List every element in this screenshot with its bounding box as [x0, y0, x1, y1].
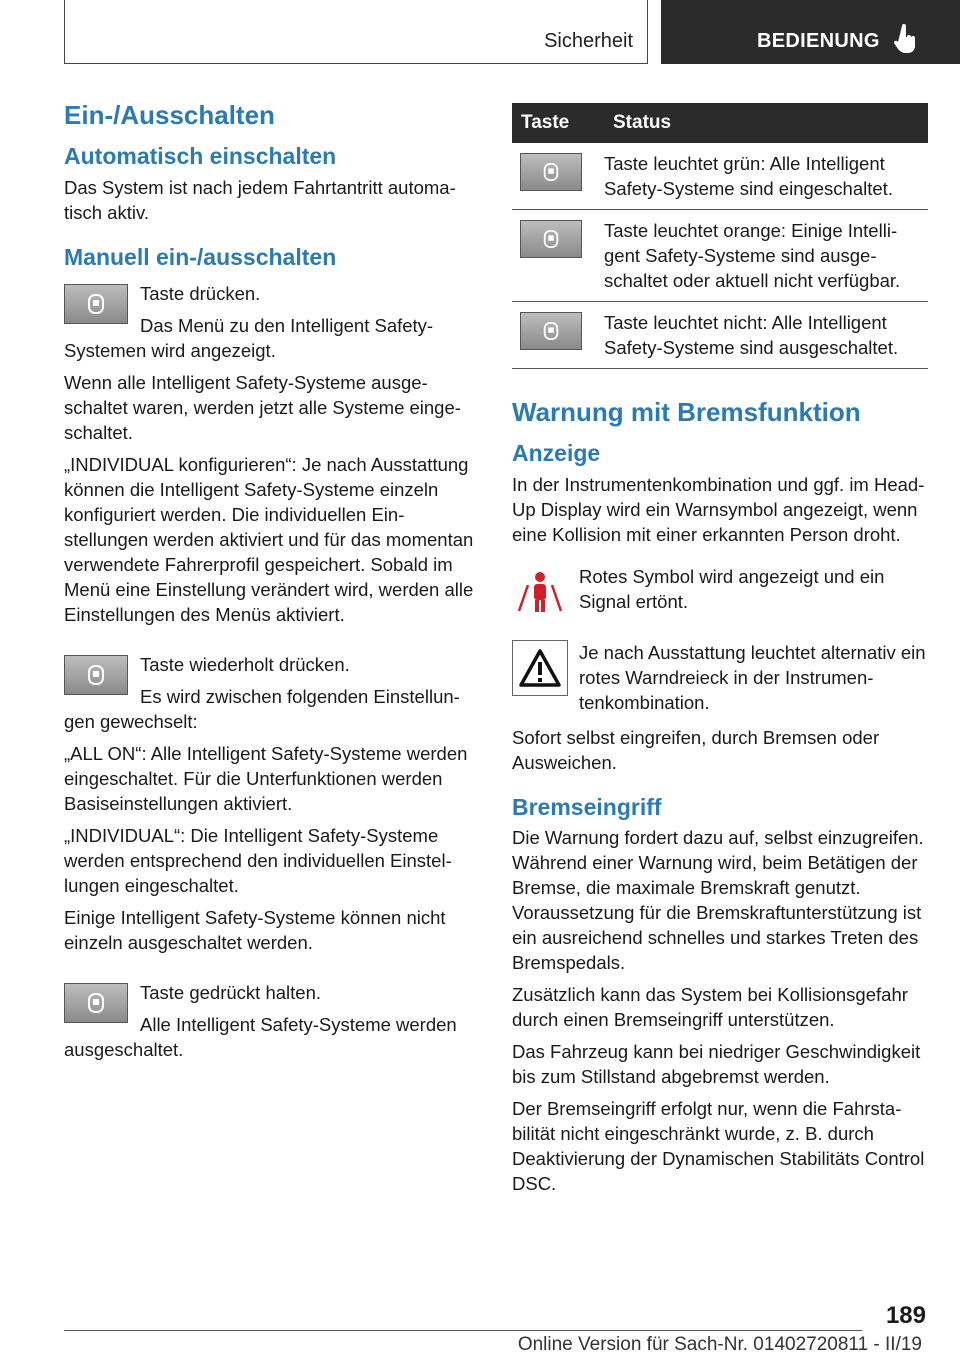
- paragraph-brems-1: Die Warnung fordert dazu auf, selbst einzugreifen. Während einer Warnung wird, beim Betätigen der Bremse, die maximale Bremskraft genutzt. Voraussetzung für die Bremskraftunterstützung ist ein ausreichend schnelles und starkes Treten des Bremspedals.: [512, 827, 924, 974]
- button-instruction-hold: [64, 974, 476, 1062]
- paragraph-4: „INDIVIDUAL“: Die Intelligent Safety-Systeme werden entsprechend den individuellen Einstellungen eingeschaltet.: [64, 825, 452, 897]
- header-section-tab: [64, 0, 648, 64]
- paragraph-brems-2: Zusätzlich kann das System bei Kollisionsgefahr durch einen Bremseingriff unterstützen.: [512, 984, 908, 1031]
- hold-desc: Alle Intelligent Safety-Systeme werden ausgeschaltet.: [64, 1014, 457, 1061]
- table-cell-status: Taste leuchtet orange: Einige Intelligent Safety-Systeme sind ausgeschaltet oder aktuell nicht verfügbar.: [604, 210, 928, 302]
- section-title: Ein-/Ausschalten: [64, 100, 275, 130]
- brems-heading: Bremseingriff: [512, 793, 662, 820]
- paragraph-act: Sofort selbst eingreifen, durch Bremsen oder Ausweichen.: [512, 726, 880, 773]
- hold-text: Taste gedrückt halten.: [140, 982, 321, 1004]
- table-row: [512, 143, 928, 210]
- pointing-hand-icon: [893, 24, 919, 54]
- pedestrian-warning: [512, 564, 928, 630]
- page-number: 189: [885, 1302, 926, 1329]
- status-table: [512, 103, 928, 369]
- table-cell-status: Taste leuchtet nicht: Alle Intelligent Safety-Systeme sind ausgeschaltet.: [604, 302, 928, 369]
- triangle-warning-text: Je nach Ausstattung leuchtet alternativ ein rotes Warndreieck in der Instrumentenkombination.: [579, 641, 926, 713]
- repeat-text: Taste wiederholt drücken.: [140, 654, 350, 676]
- paragraph-5: Einige Intelligent Safety-Systeme können nicht einzeln ausgeschaltet werden.: [64, 907, 446, 954]
- anzeige-text: In der Instrumentenkombination und ggf. im Head-Up Display wird ein Warnsymbol angezeigt, wenn eine Kollision mit einer erkannten Person droht.: [512, 473, 925, 545]
- paragraph-brems-4: Der Bremseingriff erfolgt nur, wenn die Fahrstabilität nicht eingeschränkt wurde, z. B. durch Deaktivierung der Dynamischen Stabilitäts Control DSC.: [512, 1098, 925, 1195]
- triangle-warning: [512, 640, 928, 715]
- auto-text: Das System ist nach jedem Fahrtantritt automatisch aktiv.: [64, 176, 456, 223]
- paragraph-2: „INDIVIDUAL konfigurieren“: Je nach Ausstattung können die Intelligent Safety-Systeme einzeln konfiguriert werden. Die individuellen Einstellungen werden aktiviert und für das momentan verwendete Fahrerprofil gespeichert. Sobald im Menü eine Einstellung verändert wird, werden alle Einstellungen des Menüs aktiviert.: [64, 454, 474, 626]
- header-chapter-label: BEDIENUNG: [757, 30, 880, 52]
- paragraph-brems-3: Das Fahrzeug kann bei niedriger Geschwindigkeit bis zum Stillstand abgebremst werden.: [512, 1041, 921, 1088]
- press-desc: Das Menü zu den Intelligent Safety-Systemen wird angezeigt.: [64, 315, 434, 362]
- right-column: [512, 103, 928, 1203]
- table-row: [512, 210, 928, 302]
- warning-triangle-icon: [512, 640, 568, 696]
- press-text: Taste drücken.: [140, 283, 261, 305]
- button-instruction-press: [64, 275, 476, 363]
- safety-button-icon: [520, 220, 582, 258]
- paragraph-3: „ALL ON“: Alle Intelligent Safety-Systeme werden eingeschaltet. Für die Unterfunktionen werden Basiseinstellungen aktiviert.: [64, 743, 468, 815]
- table-header-taste: Taste: [512, 103, 604, 143]
- safety-button-icon: [64, 983, 128, 1023]
- footer-divider: [64, 1330, 862, 1331]
- manual-heading: Manuell ein-/ausschalten: [64, 243, 337, 270]
- pedestrian-warning-text: Rotes Symbol wird angezeigt und ein Signal ertönt.: [579, 565, 885, 612]
- safety-button-icon: [520, 153, 582, 191]
- table-header-status: Status: [604, 103, 928, 143]
- auto-heading: Automatisch einschalten: [64, 143, 337, 170]
- repeat-desc: Es wird zwischen folgenden Einstellungen gewechselt:: [64, 686, 460, 733]
- header-section-label: Sicherheit: [544, 30, 633, 52]
- paragraph-1: Wenn alle Intelligent Safety-Systeme ausgeschaltet waren, werden jetzt alle Systeme eingeschaltet.: [64, 372, 461, 444]
- safety-button-icon: [64, 284, 128, 324]
- left-column: [64, 100, 476, 1069]
- button-instruction-repeat: [64, 646, 476, 734]
- footer-text: Online Version für Sach-Nr. 01402720811 - II/19: [517, 1334, 922, 1355]
- header-chapter-tab: [661, 0, 960, 64]
- safety-button-icon: [64, 655, 128, 695]
- table-cell-status: Taste leuchtet grün: Alle Intelligent Safety-Systeme sind eingeschaltet.: [604, 143, 928, 210]
- warning-title: Warnung mit Bremsfunktion: [512, 397, 861, 427]
- pedestrian-warning-icon: [512, 564, 568, 620]
- table-row: [512, 302, 928, 369]
- anzeige-heading: Anzeige: [512, 440, 601, 467]
- safety-button-icon: [520, 312, 582, 350]
